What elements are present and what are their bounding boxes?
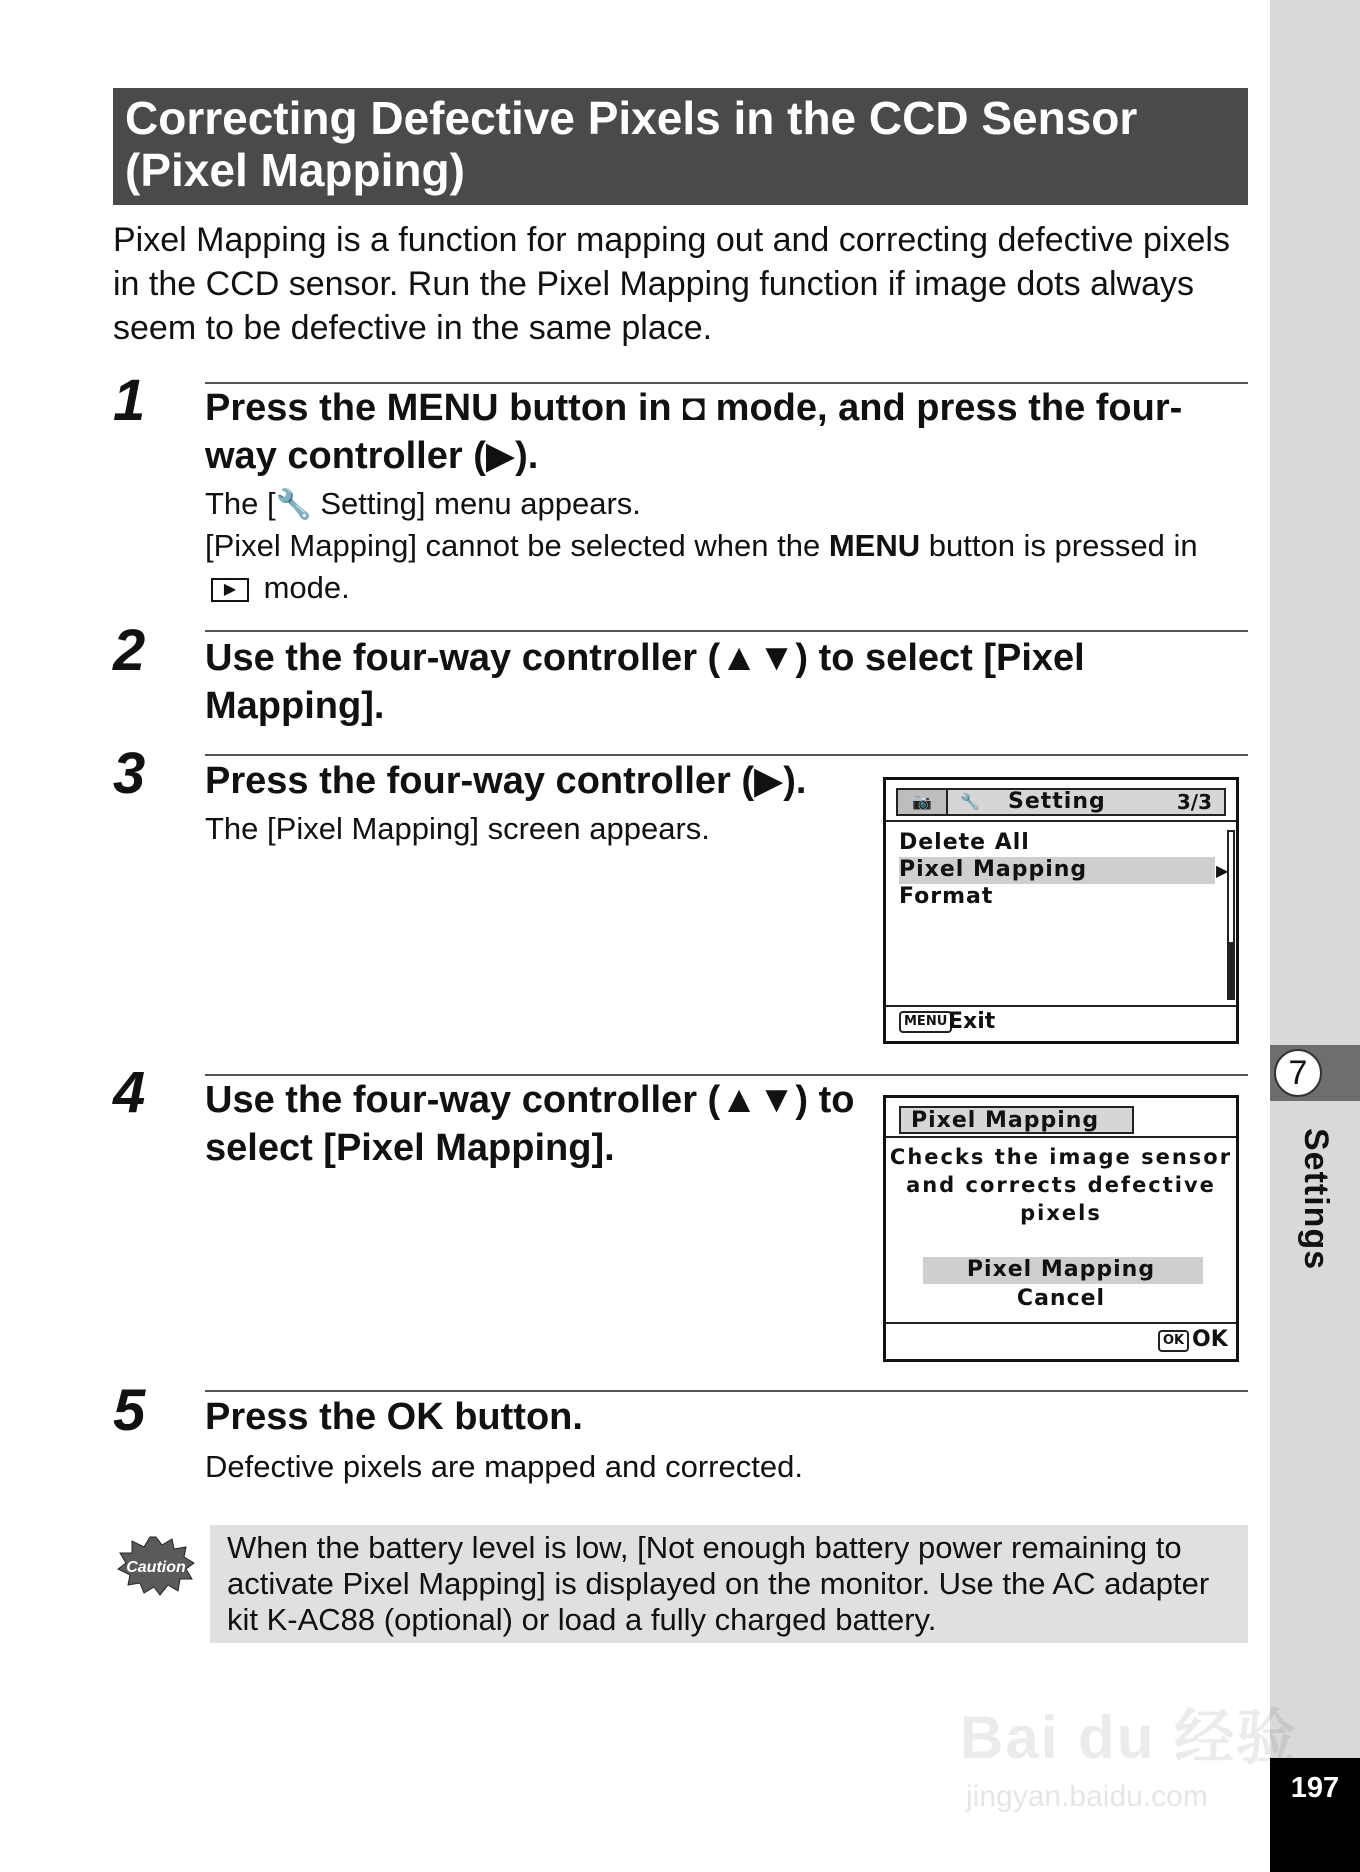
menu-key-label: MENU <box>386 387 499 429</box>
step-3-rule <box>205 754 1248 756</box>
camera-mode-icon: ◘ <box>682 387 706 429</box>
setting-tab[interactable] <box>948 790 1224 814</box>
step-5-rule <box>205 1390 1248 1392</box>
step-2-rule <box>205 630 1248 632</box>
caution-badge-icon <box>116 1535 196 1597</box>
setting-menu-screen <box>883 777 1239 1044</box>
scrollbar-thumb[interactable] <box>1229 942 1233 998</box>
menu-item-delete-all[interactable]: Delete All <box>899 830 1030 855</box>
step-1-text-part: button is pressed in <box>920 528 1198 563</box>
step-1-text-part: [Pixel Mapping] cannot be selected when the <box>205 528 829 563</box>
step-3-title: Press the four-way controller (▶). <box>205 760 807 802</box>
menu-item-format[interactable]: Format <box>899 884 994 909</box>
setting-tab-title: Setting <box>1008 789 1106 814</box>
step-1-title-part: Press the <box>205 387 387 429</box>
playback-mode-icon: ▶ <box>211 578 249 602</box>
side-bar <box>1270 0 1360 1872</box>
description-line: and corrects defective <box>906 1173 1216 1197</box>
divider <box>886 1136 1236 1138</box>
submenu-arrow-icon: ▶ <box>1216 861 1229 880</box>
ok-label: OK <box>1192 1327 1228 1352</box>
menu-page-indicator: 3/3 <box>1176 790 1212 814</box>
intro-paragraph: Pixel Mapping is a function for mapping out and correcting defective pixels in the CCD sensor. Run the Pixel Mapping function if image dots always seem to be defective in the same place. <box>113 221 1230 347</box>
chapter-label: Settings <box>1297 1128 1335 1271</box>
option-cancel[interactable]: Cancel <box>1016 1286 1106 1311</box>
divider <box>886 1005 1236 1007</box>
ok-key-label: OK <box>386 1396 444 1438</box>
step-5-title-part: button. <box>443 1396 583 1438</box>
screen-description <box>886 1143 1236 1227</box>
step-1-title-part: button in <box>498 387 683 429</box>
pixel-mapping-screen <box>883 1095 1239 1362</box>
camera-tab[interactable] <box>898 790 948 814</box>
step-3-number: 3 <box>113 741 146 806</box>
step-1-text-part: mode. <box>255 570 350 605</box>
divider <box>886 820 1236 822</box>
step-1-text-1 <box>205 483 1250 526</box>
step-5-text: Defective pixels are mapped and corrected. <box>205 1449 803 1484</box>
camera-icon: 📷 <box>912 792 932 811</box>
page-title: Correcting Defective Pixels in the CCD Sensor (Pixel Mapping) <box>125 92 1138 196</box>
step-4-title: Use the four-way controller (▲▼) to select [Pixel Mapping]. <box>205 1079 855 1169</box>
caution-text: When the battery level is low, [Not enough battery power remaining to activate Pixel Mapping] is displayed on the monitor. Use the AC adapter kit K-AC88 (optional) or load a fully charged battery. <box>227 1530 1210 1637</box>
chapter-number: 7 <box>1274 1049 1322 1097</box>
step-1-title <box>205 384 1250 480</box>
step-1-title-part: mode, and press the four-way controller (▶). <box>205 387 1183 477</box>
menu-key-label: MENU <box>828 528 921 563</box>
step-1-text-part: The [ <box>205 486 276 521</box>
watermark-url: jingyan.baidu.com <box>966 1780 1208 1813</box>
step-5-number: 5 <box>113 1378 146 1443</box>
option-pixel-mapping[interactable]: Pixel Mapping <box>966 1257 1156 1282</box>
description-line: Checks the image sensor <box>889 1145 1233 1169</box>
wrench-icon: 🔧 <box>275 489 312 521</box>
step-1-text-2 <box>205 525 1250 609</box>
step-5-title-part: Press the <box>205 1396 387 1438</box>
step-1-text-part: Setting] menu appears. <box>311 486 641 521</box>
divider <box>886 1322 1236 1324</box>
scrollbar[interactable] <box>1227 830 1235 1000</box>
watermark-brand: Bai du 经验 <box>960 1704 1299 1771</box>
step-2-title: Use the four-way controller (▲▼) to select [Pixel Mapping]. <box>205 637 1085 727</box>
step-4-number: 4 <box>113 1060 146 1125</box>
step-2-number: 2 <box>113 618 146 683</box>
screen-tab-bar <box>896 788 1226 816</box>
caution-badge-label: Caution <box>126 1559 186 1576</box>
menu-item-pixel-mapping[interactable]: Pixel Mapping <box>899 857 1088 882</box>
page-number: 197 <box>1290 1772 1340 1804</box>
exit-label: Exit <box>948 1009 996 1034</box>
screen-tab-title: Pixel Mapping <box>911 1108 1100 1133</box>
description-line: pixels <box>1020 1201 1102 1225</box>
step-1-number: 1 <box>113 368 146 433</box>
menu-key-icon: MENU <box>899 1011 952 1033</box>
step-3-text: The [Pixel Mapping] screen appears. <box>205 811 710 846</box>
step-5-title <box>205 1393 1205 1441</box>
wrench-icon: 🔧 <box>960 792 980 811</box>
ok-key-icon: OK <box>1158 1330 1189 1352</box>
